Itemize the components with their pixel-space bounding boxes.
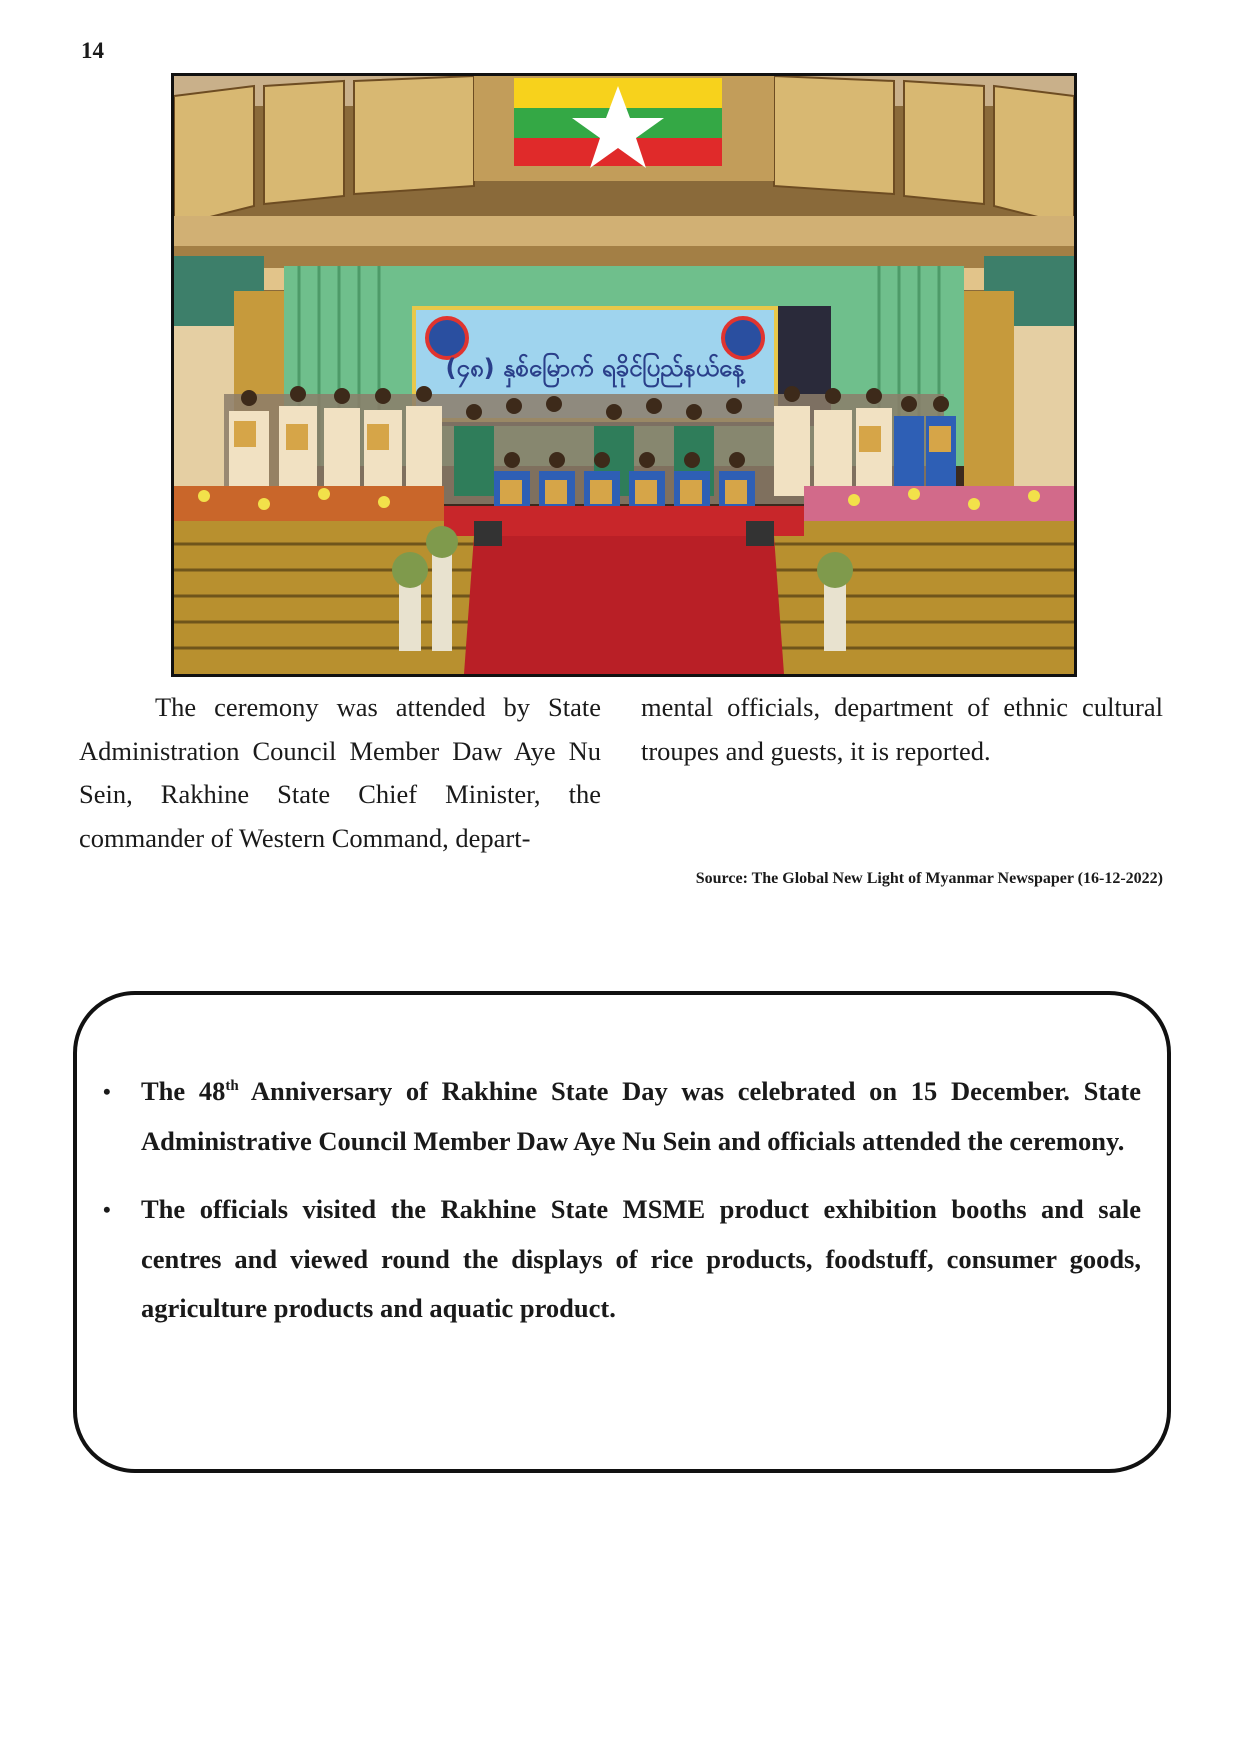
bullet-icon: •	[103, 1079, 111, 1104]
summary-item-exhibition	[77, 1185, 1167, 1334]
source-citation: Source: The Global New Light of Myanmar Newspaper (16-12-2022)	[695, 870, 1163, 887]
article-left-column: The ceremony was attended by State Administration Council Member Daw Aye Nu Sein, Rakhine State Chief Minister, the commander of Western Command, depart-	[79, 692, 601, 853]
summary-text: The officials visited the Rakhine State MSME product exhibition booths and sale centres and viewed round the displays of rice products, foodstuff, consumer goods, agriculture products and aquatic product.	[141, 1194, 1141, 1323]
myanmar-flag	[514, 78, 722, 168]
page-number: 14	[81, 38, 104, 63]
ceremony-photo-illustration	[174, 76, 1074, 674]
flower-arrangement-left	[174, 486, 444, 526]
ceremony-photo	[171, 73, 1077, 677]
summary-text-rest: Anniversary of Rakhine State Day was celebrated on 15 December. State Administrative Council Member Daw Aye Nu Sein and officials attended the ceremony.	[141, 1076, 1141, 1156]
summary-box	[73, 991, 1171, 1473]
article-right-column: mental officials, department of ethnic cultural troupes and guests, it is reported.	[641, 692, 1163, 766]
emblem-left-icon	[427, 318, 467, 358]
ordinal-suffix: th	[225, 1078, 239, 1095]
summary-text-start: The 48	[141, 1076, 226, 1106]
summary-list	[77, 1067, 1167, 1353]
summary-item-anniversary	[77, 1067, 1167, 1166]
bullet-icon: •	[103, 1197, 111, 1222]
red-carpet	[464, 536, 784, 674]
screen-banner-text: (၄၈) နှစ်မြောက် ရခိုင်ပြည်နယ်နေ့	[445, 354, 745, 382]
emblem-right-icon	[723, 318, 763, 358]
